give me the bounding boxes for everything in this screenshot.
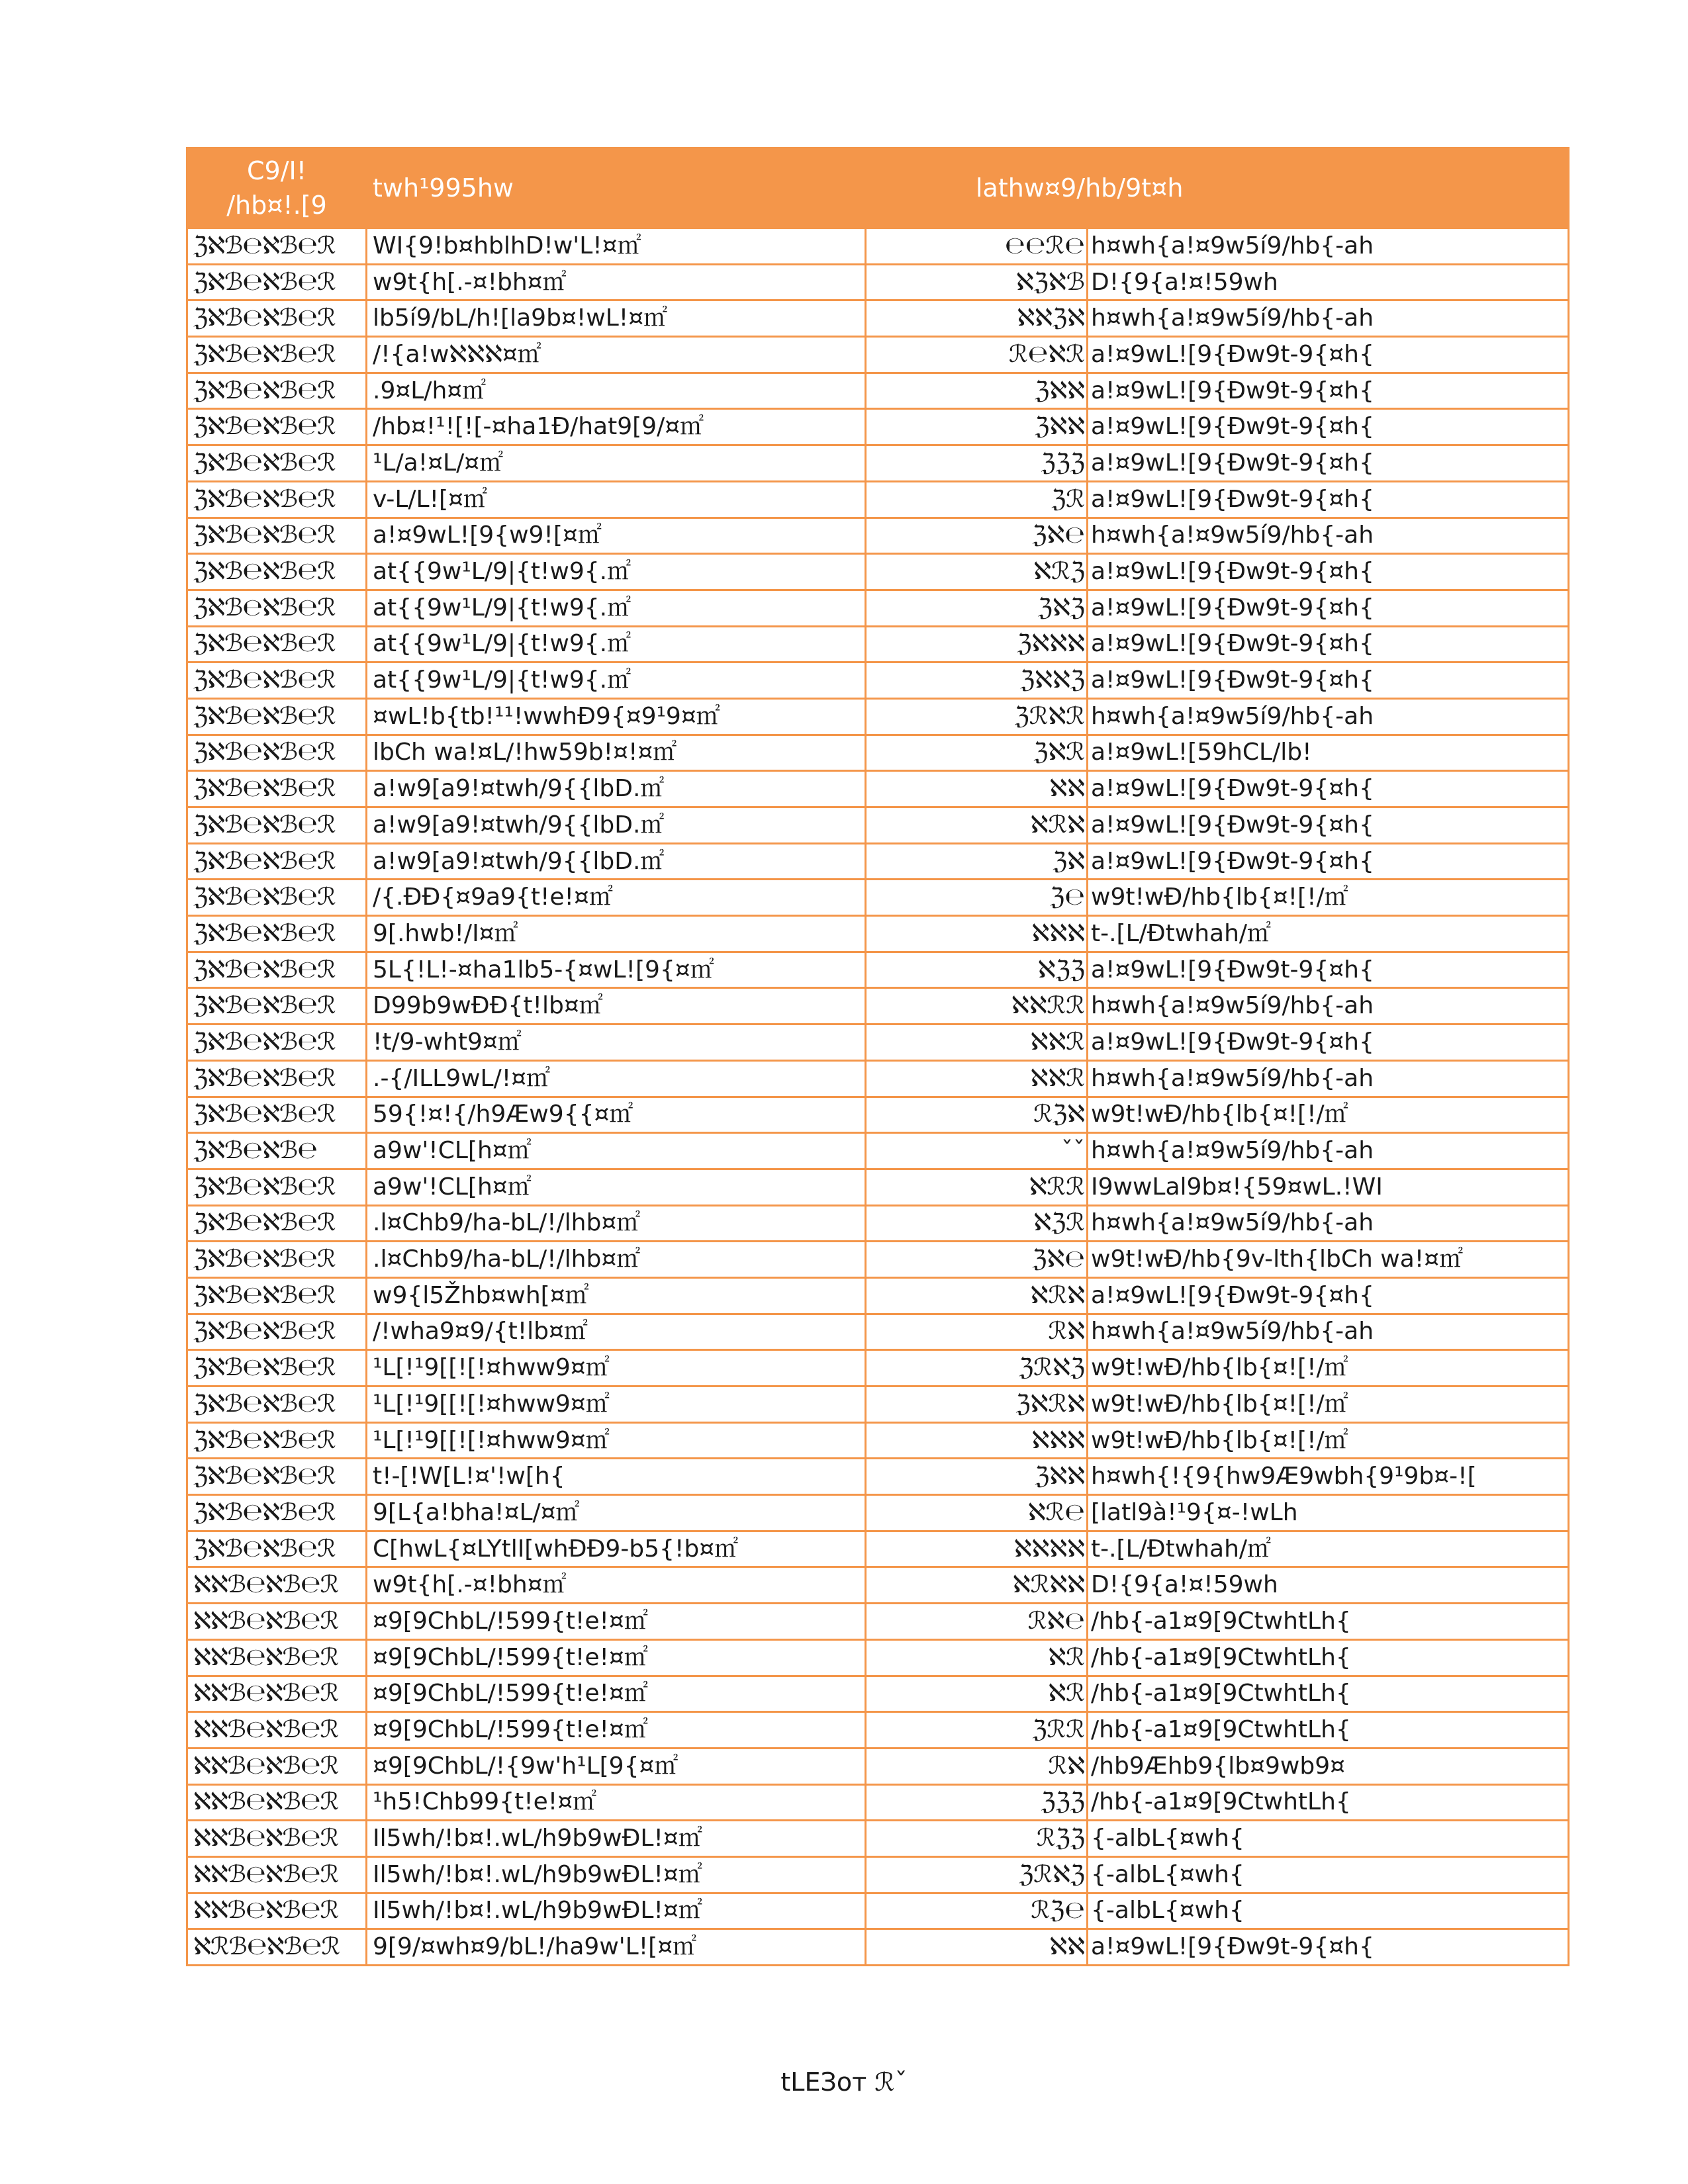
table-cell-col1: ℨℵℬ℮ℵℬ℮ℛ bbox=[187, 1169, 367, 1205]
table-cell-col1: ℵℵℬ℮ℵℬ℮ℛ bbox=[187, 1856, 367, 1893]
table-cell-col1: ℵℵℬ℮ℵℬ℮ℛ bbox=[187, 1567, 367, 1604]
table-cell-col4: /hb9Æhb9{lb¤9wb9¤ bbox=[1088, 1748, 1569, 1784]
table-cell-col1: ℨℵℬ℮ℵℬ℮ℛ bbox=[187, 1060, 367, 1097]
table-cell-col4: w9t!wĐ/hb{lb{¤![!/㎡ bbox=[1088, 880, 1569, 916]
table-cell-col4: t-.[L/Ðtwhah/㎡ bbox=[1088, 916, 1569, 952]
table-cell-col1: ℨℵℬ℮ℵℬ℮ℛ bbox=[187, 952, 367, 988]
table-cell-col2: ¹L[!¹9[[![!¤hww9¤㎡ bbox=[367, 1387, 866, 1423]
table-cell-col4: D!{9{a!¤!59wh bbox=[1088, 1567, 1569, 1604]
table-cell-col2: /{.ĐĐ{¤9a9{t!e!¤㎡ bbox=[367, 880, 866, 916]
table-cell-col4: /hb{-a1¤9[9CtwhtLh{ bbox=[1088, 1604, 1569, 1640]
table-row bbox=[187, 988, 1569, 1024]
table-cell-col3: ℵℛℵℵ bbox=[866, 1567, 1088, 1604]
table-cell-col2: WI{9!b¤hblhD!w'L!¤㎡ bbox=[367, 228, 866, 265]
table-cell-col2: Il5wh/!b¤!.wL/h9b9wĐL!¤㎡ bbox=[367, 1821, 866, 1857]
table-row bbox=[187, 554, 1569, 590]
table-row bbox=[187, 698, 1569, 735]
table-cell-col3: ℨℵℵℵ bbox=[866, 626, 1088, 662]
table-cell-col3: ℨℨℨ bbox=[866, 445, 1088, 482]
table-cell-col1: ℨℵℬ℮ℵℬ℮ℛ bbox=[187, 771, 367, 807]
table-cell-col2: v-L/L![¤㎡ bbox=[367, 481, 866, 518]
table-cell-col4: a!¤9wL![9{Đw9t-9{¤h{ bbox=[1088, 771, 1569, 807]
table-cell-col2: ¤9[9ChbL/!599{t!e!¤㎡ bbox=[367, 1712, 866, 1749]
table-cell-col2: lb5í9/bL/h![la9b¤!wL!¤㎡ bbox=[367, 300, 866, 337]
table-cell-col4: a!¤9wL![9{Đw9t-9{¤h{ bbox=[1088, 409, 1569, 445]
table-cell-col3: ℨℨℨ bbox=[866, 1784, 1088, 1821]
table-row bbox=[187, 1097, 1569, 1133]
table-cell-col2: ¤wL!b{tb!¹¹!wwhĐ9{¤9¹9¤㎡ bbox=[367, 698, 866, 735]
table-cell-col1: ℨℵℬ℮ℵℬ℮ℛ bbox=[187, 698, 367, 735]
table-row bbox=[187, 880, 1569, 916]
table-cell-col1: ℨℵℬ℮ℵℬ℮ℛ bbox=[187, 228, 367, 265]
table-cell-col3: ℵℵℛ bbox=[866, 1024, 1088, 1061]
table-row bbox=[187, 1676, 1569, 1712]
header-col3-4-label: lathw¤9/hb/9t¤h bbox=[976, 173, 1184, 203]
table-row bbox=[187, 626, 1569, 662]
table-cell-col2: a!w9[a9!¤twh/9{{lbD.㎡ bbox=[367, 843, 866, 880]
table-cell-col4: a!¤9wL![9{Đw9t-9{¤h{ bbox=[1088, 481, 1569, 518]
table-row bbox=[187, 1277, 1569, 1314]
table-row bbox=[187, 1929, 1569, 1966]
table-cell-col3: ℛ℮ℵℛ bbox=[866, 337, 1088, 373]
page-number: tLEЗот ℛˇ bbox=[780, 2068, 908, 2097]
table-cell-col2: Il5wh/!b¤!.wL/h9b9wĐL!¤㎡ bbox=[367, 1856, 866, 1893]
table-row bbox=[187, 1856, 1569, 1893]
table-cell-col4: w9t!wĐ/hb{lb{¤![!/㎡ bbox=[1088, 1350, 1569, 1387]
table-cell-col2: at{{9w¹L/9|{t!w9{.㎡ bbox=[367, 554, 866, 590]
table-cell-col4: a!¤9wL![9{Đw9t-9{¤h{ bbox=[1088, 807, 1569, 844]
table-cell-col2: .l¤Chb9/ha-bL/!/lhb¤㎡ bbox=[367, 1242, 866, 1278]
table-cell-col1: ℨℵℬ℮ℵℬ℮ℛ bbox=[187, 1314, 367, 1350]
table-row bbox=[187, 481, 1569, 518]
table-row bbox=[187, 1531, 1569, 1567]
table-cell-col3: ℵℛℛ bbox=[866, 1169, 1088, 1205]
table-cell-col2: ¹L[!¹9[[![!¤hww9¤㎡ bbox=[367, 1422, 866, 1459]
table-cell-col1: ℨℵℬ℮ℵℬ℮ℛ bbox=[187, 518, 367, 554]
table-cell-col2: 9[9/¤wh¤9/bL!/ha9w'L![¤㎡ bbox=[367, 1929, 866, 1966]
table-row bbox=[187, 1242, 1569, 1278]
table-cell-col4: h¤wh{a!¤9w5í9/hb{-ah bbox=[1088, 228, 1569, 265]
table-cell-col4: /hb{-a1¤9[9CtwhtLh{ bbox=[1088, 1784, 1569, 1821]
table-cell-col1: ℨℵℬ℮ℵℬ℮ℛ bbox=[187, 1387, 367, 1423]
table-cell-col4: w9t!wĐ/hb{lb{¤![!/㎡ bbox=[1088, 1387, 1569, 1423]
table-cell-col2: /!{a!wℵℵℵ¤㎡ bbox=[367, 337, 866, 373]
table-cell-col2: .-{/ILL9wL/!¤㎡ bbox=[367, 1060, 866, 1097]
table-row bbox=[187, 1133, 1569, 1169]
table-cell-col3: ℨℵℛ bbox=[866, 735, 1088, 771]
table-cell-col3: ℛℨℨ bbox=[866, 1821, 1088, 1857]
table-cell-col4: {-albL{¤wh{ bbox=[1088, 1821, 1569, 1857]
table-row bbox=[187, 952, 1569, 988]
table-cell-col3: ℵℛℨ bbox=[866, 554, 1088, 590]
table-cell-col2: 59{!¤!{/h9Æw9{{¤㎡ bbox=[367, 1097, 866, 1133]
table-cell-col3: ℛℨℵ bbox=[866, 1097, 1088, 1133]
table-row bbox=[187, 1024, 1569, 1061]
header-col1: C9/I! /hb¤!.[9 bbox=[187, 148, 367, 228]
table-cell-col1: ℨℵℬ℮ℵℬ℮ℛ bbox=[187, 880, 367, 916]
table-cell-col2: t!-[!W[L!¤'!w[h{ bbox=[367, 1459, 866, 1495]
table-cell-col1: ℨℵℬ℮ℵℬ℮ℛ bbox=[187, 1422, 367, 1459]
table-cell-col1: ℵℛℬ℮ℵℬ℮ℛ bbox=[187, 1929, 367, 1966]
table-cell-col4: a!¤9wL![9{Đw9t-9{¤h{ bbox=[1088, 952, 1569, 988]
table-cell-col3: ℨℵℵ bbox=[866, 1459, 1088, 1495]
table-cell-col4: h¤wh{a!¤9w5í9/hb{-ah bbox=[1088, 518, 1569, 554]
table-cell-col2: .l¤Chb9/ha-bL/!/lhb¤㎡ bbox=[367, 1205, 866, 1242]
table-row bbox=[187, 771, 1569, 807]
table-cell-col4: h¤wh{a!¤9w5í9/hb{-ah bbox=[1088, 1060, 1569, 1097]
table-cell-col2: /!wha9¤9/{t!lb¤㎡ bbox=[367, 1314, 866, 1350]
table-cell-col3: ℵℛ℮ bbox=[866, 1495, 1088, 1531]
report-table bbox=[186, 147, 1570, 1966]
header-col3-4 bbox=[976, 148, 1569, 228]
table-cell-col1: ℨℵℬ℮ℵℬ℮ℛ bbox=[187, 300, 367, 337]
table-row bbox=[187, 337, 1569, 373]
table-cell-col4: I9wwLal9b¤!{59¤wL.!WI bbox=[1088, 1169, 1569, 1205]
table-cell-col4: a!¤9wL![9{Đw9t-9{¤h{ bbox=[1088, 337, 1569, 373]
table-cell-col1: ℨℵℬ℮ℵℬ℮ℛ bbox=[187, 1531, 367, 1567]
table-cell-col1: ℨℵℬ℮ℵℬ℮ℛ bbox=[187, 554, 367, 590]
table-cell-col3: ℛℵ℮ bbox=[866, 1604, 1088, 1640]
table-cell-col1: ℨℵℬ℮ℵℬ℮ℛ bbox=[187, 373, 367, 409]
table-cell-col4: a!¤9wL![9{Đw9t-9{¤h{ bbox=[1088, 445, 1569, 482]
table-cell-col1: ℨℵℬ℮ℵℬ℮ bbox=[187, 1133, 367, 1169]
table-cell-col4: [latl9à!¹9{¤-!wLh bbox=[1088, 1495, 1569, 1531]
table-cell-col1: ℨℵℬ℮ℵℬ℮ℛ bbox=[187, 1205, 367, 1242]
table-row bbox=[187, 518, 1569, 554]
table-cell-col2: w9t{h[.-¤!bh¤㎡ bbox=[367, 264, 866, 300]
table-cell-col1: ℨℵℬ℮ℵℬ℮ℛ bbox=[187, 626, 367, 662]
table-cell-col2: at{{9w¹L/9|{t!w9{.㎡ bbox=[367, 626, 866, 662]
table-row bbox=[187, 735, 1569, 771]
table-cell-col2: a!w9[a9!¤twh/9{{lbD.㎡ bbox=[367, 807, 866, 844]
table-cell-col3: ℨℵℵℨ bbox=[866, 662, 1088, 699]
table-cell-col2: ¹L/a!¤L/¤㎡ bbox=[367, 445, 866, 482]
table-cell-col4: h¤wh{a!¤9w5í9/hb{-ah bbox=[1088, 988, 1569, 1024]
table-cell-col2: .9¤L/h¤㎡ bbox=[367, 373, 866, 409]
table-cell-col3: ℛℵ bbox=[866, 1314, 1088, 1350]
table-cell-col1: ℨℵℬ℮ℵℬ℮ℛ bbox=[187, 264, 367, 300]
table-cell-col3: ℨℵ bbox=[866, 843, 1088, 880]
table-cell-col2: ¤9[9ChbL/!599{t!e!¤㎡ bbox=[367, 1639, 866, 1676]
table-cell-col3: ℨℵℨ bbox=[866, 590, 1088, 626]
table-cell-col2: ¤9[9ChbL/!599{t!e!¤㎡ bbox=[367, 1604, 866, 1640]
table-cell-col1: ℵℵℬ℮ℵℬ℮ℛ bbox=[187, 1893, 367, 1929]
table-cell-col2: a9w'!CL[h¤㎡ bbox=[367, 1133, 866, 1169]
table-cell-col3: ℵℨℨ bbox=[866, 952, 1088, 988]
table-cell-col4: {-albL{¤wh{ bbox=[1088, 1893, 1569, 1929]
table-cell-col1: ℵℵℬ℮ℵℬ℮ℛ bbox=[187, 1604, 367, 1640]
table-cell-col4: D!{9{a!¤!59wh bbox=[1088, 264, 1569, 300]
table-header-row bbox=[187, 148, 1569, 228]
table-cell-col3: ℵℛℵ bbox=[866, 807, 1088, 844]
table-cell-col3: ℵℵℛℛ bbox=[866, 988, 1088, 1024]
table-cell-col1: ℵℵℬ℮ℵℬ℮ℛ bbox=[187, 1784, 367, 1821]
header-col2: twh¹995hw bbox=[367, 148, 866, 228]
table-cell-col2: a9w'!CL[h¤㎡ bbox=[367, 1169, 866, 1205]
table-cell-col3: ℨℛℛ bbox=[866, 1712, 1088, 1749]
table-cell-col4: a!¤9wL![9{Đw9t-9{¤h{ bbox=[1088, 373, 1569, 409]
table-cell-col4: a!¤9wL![9{Đw9t-9{¤h{ bbox=[1088, 626, 1569, 662]
table-cell-col3: ℵℵ bbox=[866, 1929, 1088, 1966]
table-cell-col1: ℨℵℬ℮ℵℬ℮ℛ bbox=[187, 662, 367, 699]
table-cell-col1: ℨℵℬ℮ℵℬ℮ℛ bbox=[187, 409, 367, 445]
table-row bbox=[187, 662, 1569, 699]
table-cell-col3: ℵℵℛ bbox=[866, 1060, 1088, 1097]
table-row bbox=[187, 1893, 1569, 1929]
table-cell-col3: ℵℵ bbox=[866, 771, 1088, 807]
table-cell-col4: /hb{-a1¤9[9CtwhtLh{ bbox=[1088, 1639, 1569, 1676]
table-cell-col3: ℨℛℵℨ bbox=[866, 1350, 1088, 1387]
table-cell-col4: h¤wh{a!¤9w5í9/hb{-ah bbox=[1088, 698, 1569, 735]
table-cell-col1: ℨℵℬ℮ℵℬ℮ℛ bbox=[187, 1350, 367, 1387]
table-cell-col3: ℵℵℵℵ bbox=[866, 1531, 1088, 1567]
table-cell-col3: ℵℛ bbox=[866, 1639, 1088, 1676]
table-cell-col3: ℵℛ bbox=[866, 1676, 1088, 1712]
table-cell-col1: ℨℵℬ℮ℵℬ℮ℛ bbox=[187, 1495, 367, 1531]
table-cell-col2: 9[.hwb!/I¤㎡ bbox=[367, 916, 866, 952]
table-cell-col4: a!¤9wL![59hCL/lb! bbox=[1088, 735, 1569, 771]
table-row bbox=[187, 1639, 1569, 1676]
table-cell-col3: ℵℵℵ bbox=[866, 1422, 1088, 1459]
table-cell-col3: ℨℛℵℨ bbox=[866, 1856, 1088, 1893]
table-row bbox=[187, 1821, 1569, 1857]
table-cell-col1: ℵℵℬ℮ℵℬ℮ℛ bbox=[187, 1821, 367, 1857]
table-row bbox=[187, 1784, 1569, 1821]
table-cell-col1: ℵℵℬ℮ℵℬ℮ℛ bbox=[187, 1639, 367, 1676]
table-row bbox=[187, 1712, 1569, 1749]
table-cell-col2: ¤9[9ChbL/!599{t!e!¤㎡ bbox=[367, 1676, 866, 1712]
table-cell-col3: ℵℵℵ bbox=[866, 916, 1088, 952]
table-cell-col4: w9t!wĐ/hb{9v-lth{lbCh wa!¤㎡ bbox=[1088, 1242, 1569, 1278]
table-cell-col4: a!¤9wL![9{Đw9t-9{¤h{ bbox=[1088, 1024, 1569, 1061]
table-row bbox=[187, 1205, 1569, 1242]
table-cell-col3: ℨℵℛℵ bbox=[866, 1387, 1088, 1423]
table-cell-col2: w9{l5Žhb¤wh[¤㎡ bbox=[367, 1277, 866, 1314]
table-cell-col3: ℛℵ bbox=[866, 1748, 1088, 1784]
table-cell-col1: ℨℵℬ℮ℵℬ℮ℛ bbox=[187, 843, 367, 880]
table-cell-col1: ℨℵℬ℮ℵℬ℮ℛ bbox=[187, 1242, 367, 1278]
table-cell-col4: /hb{-a1¤9[9CtwhtLh{ bbox=[1088, 1712, 1569, 1749]
table-cell-col3: ℨℵ℮ bbox=[866, 1242, 1088, 1278]
table-cell-col2: ¹h5!Chb99{t!e!¤㎡ bbox=[367, 1784, 866, 1821]
table-cell-col2: a!¤9wL![9{w9![¤㎡ bbox=[367, 518, 866, 554]
table-cell-col4: t-.[L/Ðtwhah/㎡ bbox=[1088, 1531, 1569, 1567]
table-cell-col2: /hb¤!¹![![-¤ha1Đ/hat9[9/¤㎡ bbox=[367, 409, 866, 445]
table-cell-col3: ℨℛℵℛ bbox=[866, 698, 1088, 735]
table-row bbox=[187, 373, 1569, 409]
table-cell-col1: ℵℵℬ℮ℵℬ℮ℛ bbox=[187, 1712, 367, 1749]
table-cell-col1: ℵℵℬ℮ℵℬ℮ℛ bbox=[187, 1748, 367, 1784]
table-cell-col1: ℨℵℬ℮ℵℬ℮ℛ bbox=[187, 807, 367, 844]
table-row bbox=[187, 1748, 1569, 1784]
table-cell-col1: ℨℵℬ℮ℵℬ℮ℛ bbox=[187, 1097, 367, 1133]
table-cell-col4: a!¤9wL![9{Đw9t-9{¤h{ bbox=[1088, 590, 1569, 626]
table-cell-col4: a!¤9wL![9{Đw9t-9{¤h{ bbox=[1088, 554, 1569, 590]
table-cell-col3: ℨℵ℮ bbox=[866, 518, 1088, 554]
table-cell-col2: D99b9wĐĐ{t!lb¤㎡ bbox=[367, 988, 866, 1024]
table-row bbox=[187, 300, 1569, 337]
table-row bbox=[187, 916, 1569, 952]
table-row bbox=[187, 445, 1569, 482]
table-cell-col3: ℨℛ bbox=[866, 481, 1088, 518]
table-cell-col2: a!w9[a9!¤twh/9{{lbD.㎡ bbox=[367, 771, 866, 807]
table-cell-col4: a!¤9wL![9{Đw9t-9{¤h{ bbox=[1088, 843, 1569, 880]
table-cell-col1: ℨℵℬ℮ℵℬ℮ℛ bbox=[187, 1459, 367, 1495]
table-cell-col1: ℵℵℬ℮ℵℬ℮ℛ bbox=[187, 1676, 367, 1712]
table-cell-col4: /hb{-a1¤9[9CtwhtLh{ bbox=[1088, 1676, 1569, 1712]
table-row bbox=[187, 1422, 1569, 1459]
table-cell-col1: ℨℵℬ℮ℵℬ℮ℛ bbox=[187, 1277, 367, 1314]
table-cell-col4: a!¤9wL![9{Đw9t-9{¤h{ bbox=[1088, 662, 1569, 699]
table-row bbox=[187, 1060, 1569, 1097]
table-row bbox=[187, 843, 1569, 880]
table-row bbox=[187, 1387, 1569, 1423]
table-cell-col3: ℵℨℛ bbox=[866, 1205, 1088, 1242]
table-row bbox=[187, 1495, 1569, 1531]
table-cell-col1: ℨℵℬ℮ℵℬ℮ℛ bbox=[187, 590, 367, 626]
table-cell-col3: ˇˇ bbox=[866, 1133, 1088, 1169]
table-cell-col2: 9[L{a!bha!¤L/¤㎡ bbox=[367, 1495, 866, 1531]
table-cell-col4: {-albL{¤wh{ bbox=[1088, 1856, 1569, 1893]
table-cell-col3: ℛℨ℮ bbox=[866, 1893, 1088, 1929]
table-cell-col4: h¤wh{!{9{hw9Æ9wbh{9¹9b¤-![ bbox=[1088, 1459, 1569, 1495]
table-cell-col3: ℨℵℵ bbox=[866, 409, 1088, 445]
table-cell-col2: C[hwL{¤LYtlI[whĐĐ9-b5{!b¤㎡ bbox=[367, 1531, 866, 1567]
table-cell-col2: !t/9-wht9¤㎡ bbox=[367, 1024, 866, 1061]
table-row bbox=[187, 590, 1569, 626]
table-cell-col2: ¤9[9ChbL/!{9w'h¹L[9{¤㎡ bbox=[367, 1748, 866, 1784]
table-cell-col4: a!¤9wL![9{Đw9t-9{¤h{ bbox=[1088, 1929, 1569, 1966]
table-cell-col2: Il5wh/!b¤!.wL/h9b9wĐL!¤㎡ bbox=[367, 1893, 866, 1929]
table-row bbox=[187, 1350, 1569, 1387]
table-row bbox=[187, 1604, 1569, 1640]
table-cell-col4: w9t!wĐ/hb{lb{¤![!/㎡ bbox=[1088, 1097, 1569, 1133]
table-cell-col4: a!¤9wL![9{Đw9t-9{¤h{ bbox=[1088, 1277, 1569, 1314]
table-cell-col1: ℨℵℬ℮ℵℬ℮ℛ bbox=[187, 1024, 367, 1061]
table-cell-col4: h¤wh{a!¤9w5í9/hb{-ah bbox=[1088, 1133, 1569, 1169]
table-cell-col4: h¤wh{a!¤9w5í9/hb{-ah bbox=[1088, 300, 1569, 337]
table-row bbox=[187, 1459, 1569, 1495]
table-cell-col4: h¤wh{a!¤9w5í9/hb{-ah bbox=[1088, 1314, 1569, 1350]
table-cell-col2: at{{9w¹L/9|{t!w9{.㎡ bbox=[367, 662, 866, 699]
table-row bbox=[187, 228, 1569, 265]
table-row bbox=[187, 1169, 1569, 1205]
table-row bbox=[187, 1314, 1569, 1350]
table-cell-col4: h¤wh{a!¤9w5í9/hb{-ah bbox=[1088, 1205, 1569, 1242]
table-cell-col2: 5L{!L!-¤ha1lb5-{¤wL![9{¤㎡ bbox=[367, 952, 866, 988]
page-footer bbox=[0, 2068, 1688, 2097]
table-row bbox=[187, 409, 1569, 445]
table-cell-col1: ℨℵℬ℮ℵℬ℮ℛ bbox=[187, 337, 367, 373]
table-cell-col1: ℨℵℬ℮ℵℬ℮ℛ bbox=[187, 988, 367, 1024]
table-row bbox=[187, 807, 1569, 844]
table-row bbox=[187, 1567, 1569, 1604]
table-row bbox=[187, 264, 1569, 300]
table-cell-col1: ℨℵℬ℮ℵℬ℮ℛ bbox=[187, 445, 367, 482]
table-cell-col1: ℨℵℬ℮ℵℬ℮ℛ bbox=[187, 481, 367, 518]
table-cell-col1: ℨℵℬ℮ℵℬ℮ℛ bbox=[187, 916, 367, 952]
table-cell-col4: w9t!wĐ/hb{lb{¤![!/㎡ bbox=[1088, 1422, 1569, 1459]
table-cell-col3: ℵℵℨℵ bbox=[866, 300, 1088, 337]
table-cell-col2: lbCh wa!¤L/!hw59b!¤!¤㎡ bbox=[367, 735, 866, 771]
table-cell-col2: w9t{h[.-¤!bh¤㎡ bbox=[367, 1567, 866, 1604]
table-cell-col3: ℨ℮ bbox=[866, 880, 1088, 916]
table-cell-col2: ¹L[!¹9[[![!¤hww9¤㎡ bbox=[367, 1350, 866, 1387]
table-cell-col3: ℵℨℵℬ bbox=[866, 264, 1088, 300]
table-cell-col3: ℮℮ℛ℮ bbox=[866, 228, 1088, 265]
table-cell-col1: ℨℵℬ℮ℵℬ℮ℛ bbox=[187, 735, 367, 771]
table-cell-col3: ℵℛℵ bbox=[866, 1277, 1088, 1314]
table-cell-col3: ℨℵℵ bbox=[866, 373, 1088, 409]
table-body bbox=[187, 228, 1569, 1966]
table-cell-col2: at{{9w¹L/9|{t!w9{.㎡ bbox=[367, 590, 866, 626]
